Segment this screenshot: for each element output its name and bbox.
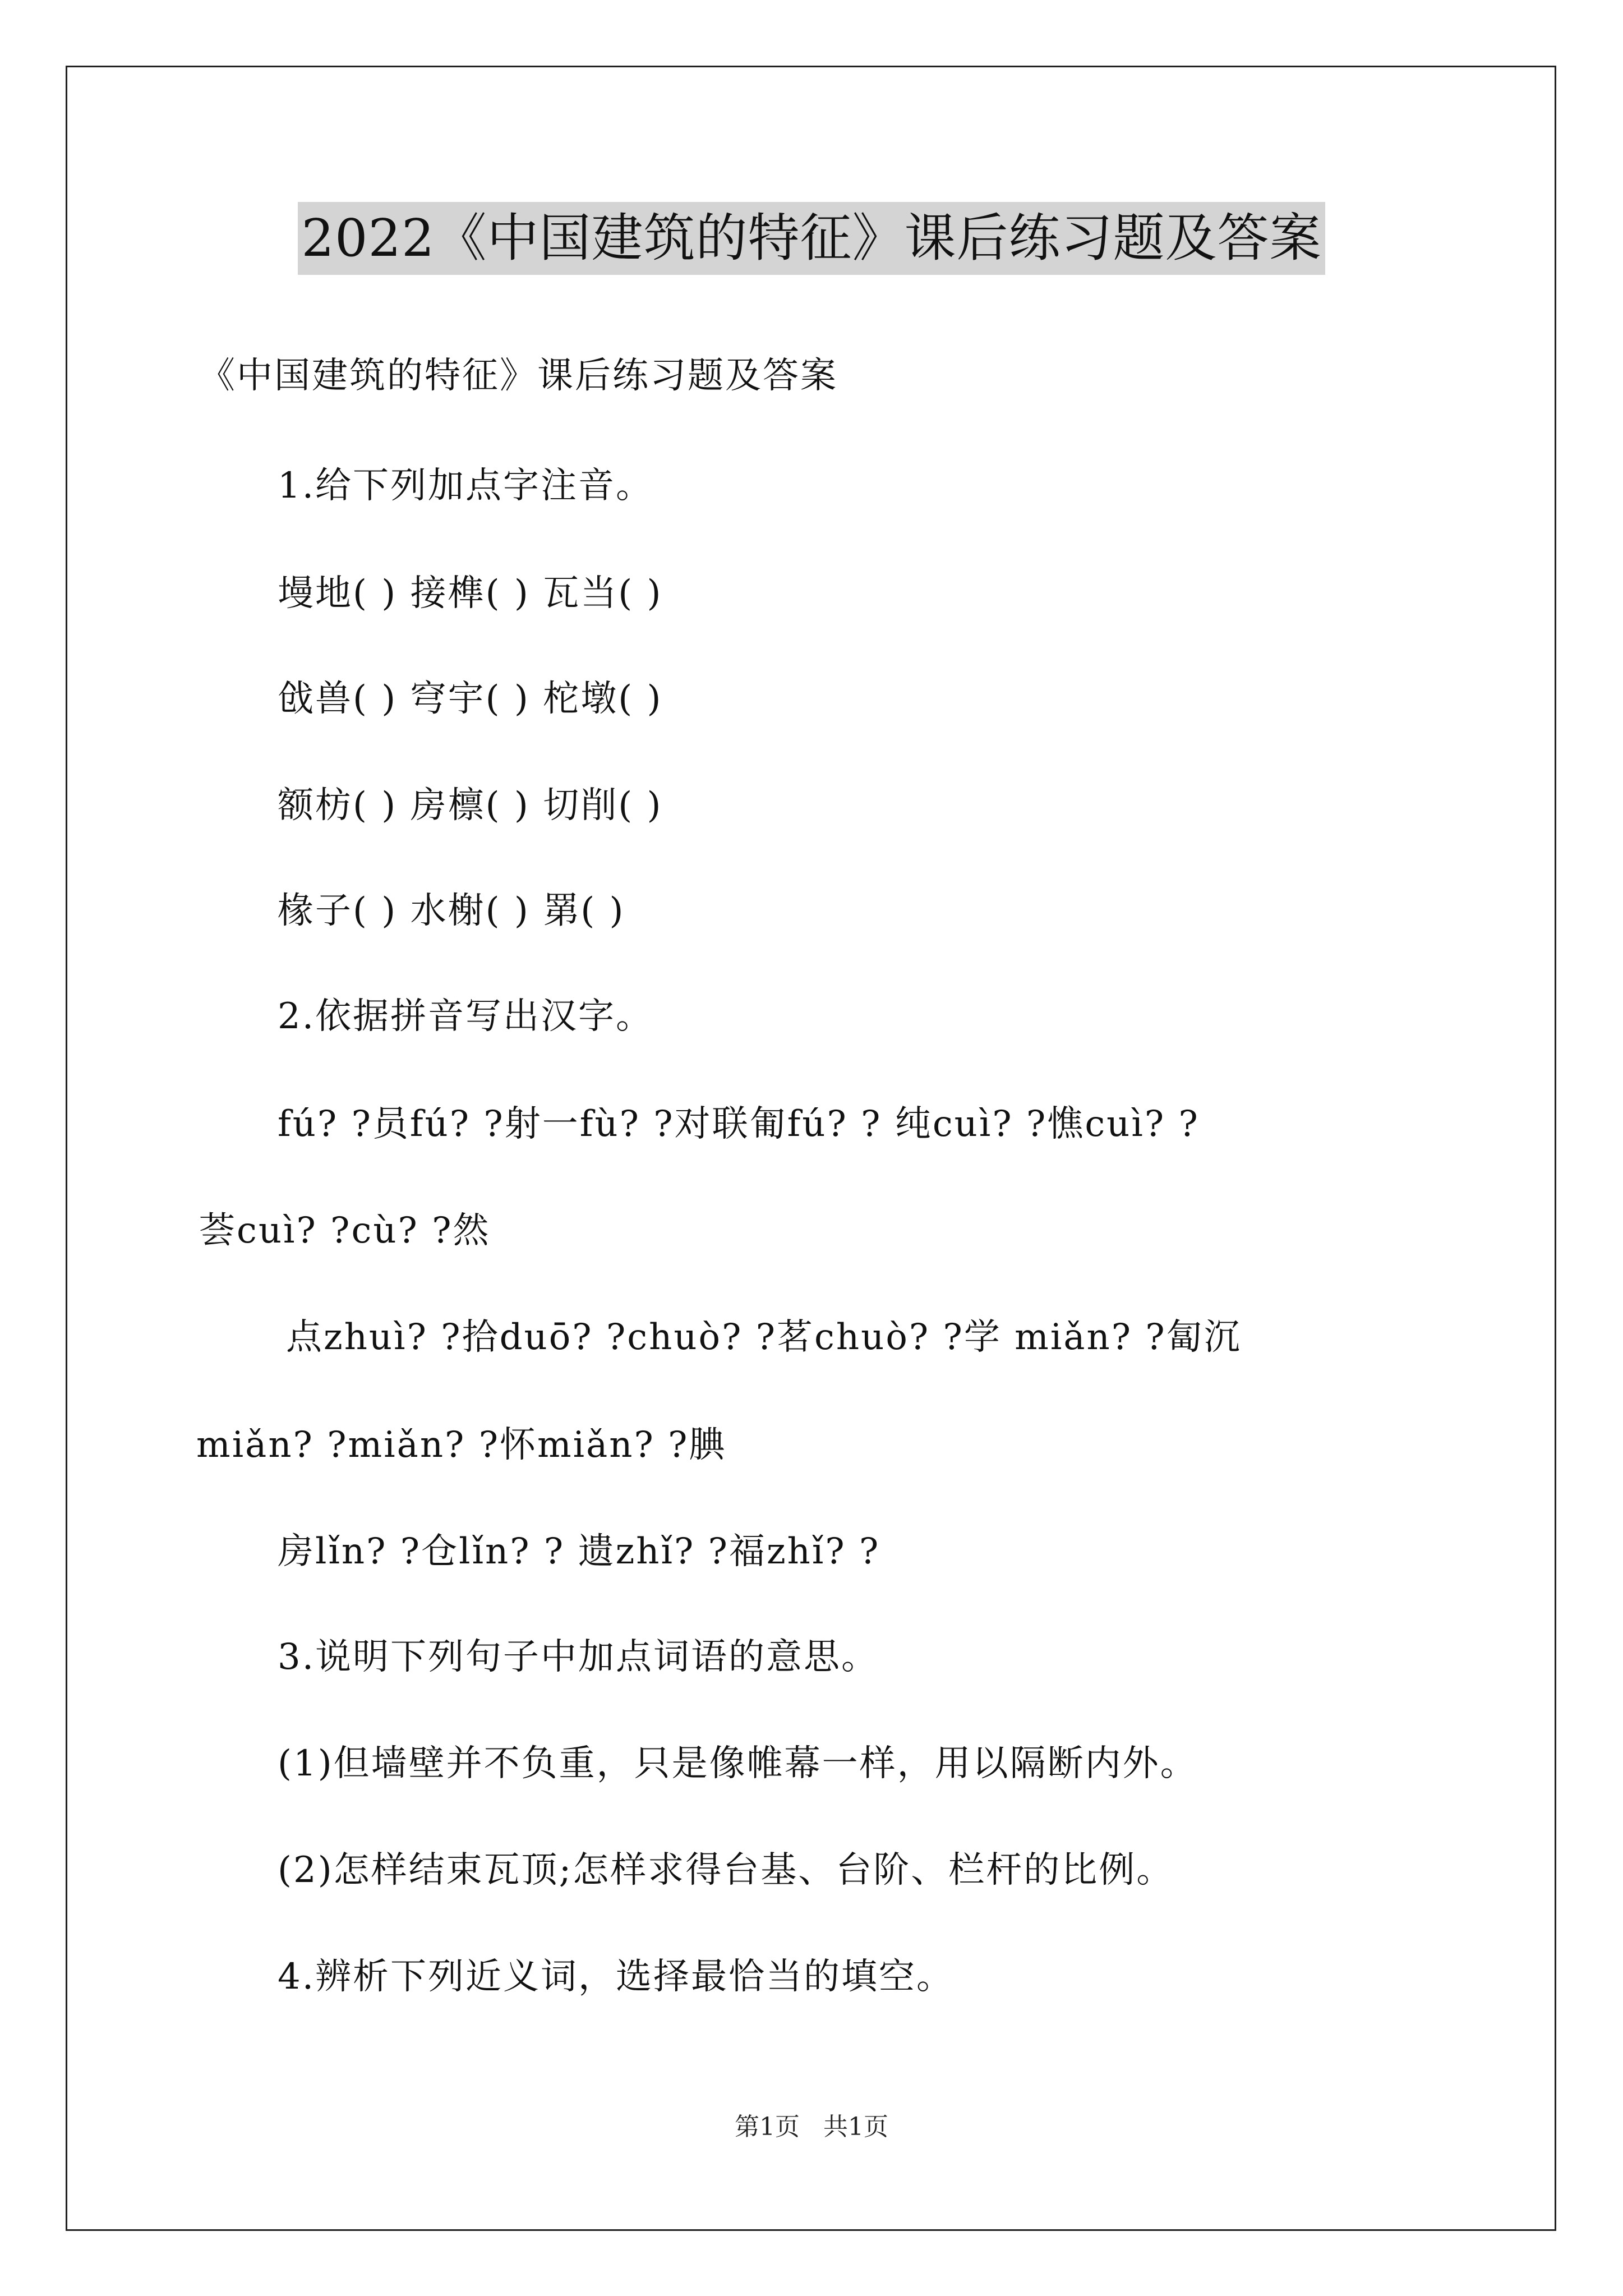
- question-3-heading: 3.说明下列句子中加点词语的意思。: [278, 1636, 879, 1678]
- page-footer: 第1页 共1页: [735, 2113, 888, 2141]
- question-1-row-1: 墁地( ) 接榫( ) 瓦当( ): [278, 573, 663, 614]
- question-2-row-3: 房lǐn? ?仓lǐn? ? 遗zhǐ? ?福zhǐ? ?: [278, 1531, 880, 1572]
- question-3-item-2: (2)怎样结束瓦顶;怎样求得台基、台阶、栏杆的比例。: [278, 1849, 1174, 1891]
- question-1-heading: 1.给下列加点字注音。: [278, 465, 654, 507]
- question-2-row-1: fú? ?员fú? ?射一fù? ?对联匍fú? ? 纯cuì? ?憔cuì? ?: [278, 1103, 1200, 1145]
- question-2-row-1-cont: 荟cuì? ?cù? ?然: [199, 1210, 491, 1251]
- question-2-heading: 2.依据拼音写出汉字。: [278, 996, 654, 1037]
- question-1-row-2: 戗兽( ) 穹宇( ) 柁墩( ): [278, 678, 663, 720]
- subtitle-line: 《中国建筑的特征》课后练习题及答案: [199, 355, 838, 397]
- question-2-row-2-cont: miǎn? ?miǎn? ?怀miǎn? ?腆: [196, 1424, 727, 1466]
- question-4-heading: 4.辨析下列近义词，选择最恰当的填空。: [278, 1956, 955, 1998]
- question-1-row-4: 椽子( ) 水榭( ) 罤( ): [278, 890, 625, 932]
- document-title: 2022《中国建筑的特征》课后练习题及答案: [298, 202, 1325, 275]
- question-2-row-2: 点zhuì? ?拾duō? ?chuò? ?茗chuò? ?学 miǎn? ?匐沉: [286, 1317, 1242, 1358]
- question-1-row-3: 额枋( ) 房檩( ) 切削( ): [278, 785, 663, 826]
- title-container: [0, 202, 1623, 275]
- question-3-item-1: (1)但墙壁并不负重，只是像帷幕一样，用以隔断内外。: [278, 1743, 1198, 1784]
